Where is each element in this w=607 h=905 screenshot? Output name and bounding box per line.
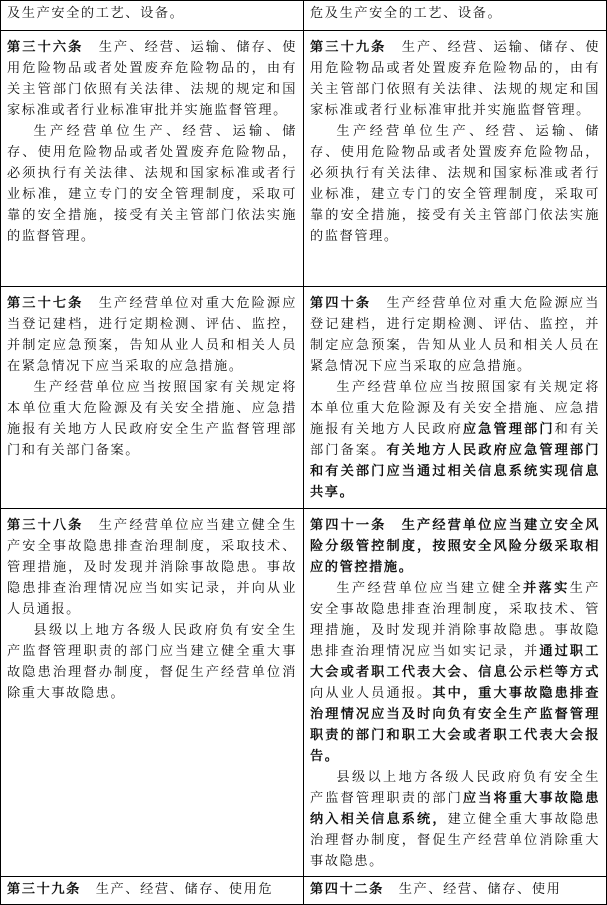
right-cell: [304, 1, 607, 31]
table-row: [1, 1, 607, 31]
left-cell: [1, 1, 304, 31]
paragraph: [310, 377, 600, 503]
paragraph: 县级以上地方各级人民政府负有安全生产监督管理职责的部门应当建立健全重大事故隐患治理督办制度，督促生产经营单位消除重大事故隐患。: [7, 623, 297, 701]
paragraph: [310, 37, 600, 121]
paragraph-text: 和有关部门备案。: [310, 422, 600, 458]
amended-text: 其中，重大事故隐患排查治理情况应当及时向负有安全生产监督管理职责的部门和职工大会或者职工代表大会报告。: [310, 686, 600, 764]
article-heading: 第三十六条: [7, 40, 84, 55]
paragraph-text: 生产、经营、运输、储存、使用危险物品或者处置废弃危险物品的，由有关主管部门依照有关法律、法规的规定和国家标准或者行业标准审批并实施监督管理。: [7, 40, 297, 118]
article-heading: 第三十九条: [7, 882, 81, 897]
table-row: [1, 31, 607, 287]
paragraph: [310, 293, 600, 377]
table-row: [1, 287, 607, 509]
paragraph: 危及生产安全的工艺、设备。: [310, 6, 503, 21]
paragraph: [7, 879, 297, 900]
left-cell: [1, 287, 304, 509]
paragraph-text: 生产安全事故隐患排查治理制度，采取技术、管理措施，及时发现并消除事故隐患。事故隐患排查治理情况应当如实记录，并: [310, 581, 600, 659]
left-cell: [1, 31, 304, 287]
amended-text: 应急管理部门: [462, 422, 555, 437]
paragraph-text: 建立健全重大事故隐患治理督办制度，督促生产经营单位消除重大事故隐患。: [310, 812, 600, 869]
amended-text: 并落实: [523, 581, 570, 596]
paragraph-text: 县级以上地方各级人民政府负有安全生产监督管理职责的部门: [310, 770, 600, 806]
left-cell: [1, 877, 304, 905]
table-row: [1, 509, 607, 877]
right-cell: [304, 509, 607, 877]
right-cell: [304, 31, 607, 287]
article-heading: 第四十一条: [310, 518, 387, 533]
paragraph-text: 生产经营单位应当建立健全: [336, 581, 523, 596]
paragraph: [7, 37, 297, 121]
paragraph-text: 生产、经营、储存、使用: [398, 882, 562, 897]
paragraph: 生产经营单位生产、经营、运输、储存、使用危险物品或者处置废弃危险物品，必须执行有关法律、法规和国家标准或者行业标准，建立专门的安全管理制度，采取可靠的安全措施，接受有关主管部门依法实施的监督管理。: [310, 124, 600, 244]
paragraph-text: 向从业人员通报。: [310, 686, 433, 701]
amended-text: 有关地方人民政府应急管理部门和有关部门应当通过相关信息系统实现信息共享。: [310, 443, 600, 500]
amended-text: 应当将重大事故隐患纳入相关信息系统，: [310, 791, 601, 827]
paragraph-text: 生产经营单位应当建立健全生产安全事故隐患排查治理制度，采取技术、管理措施，及时发现并消除事故隐患。事故隐患排查治理情况应当如实记录，并向从业人员通报。: [7, 518, 297, 617]
right-cell: [304, 287, 607, 509]
article-heading: 第三十九条: [310, 40, 387, 55]
article-heading: 第三十八条: [7, 518, 84, 533]
paragraph-text: 生产、经营、运输、储存、使用危险物品或者处置废弃危险物品的，由有关主管部门依照有关法律、法规的规定和国家标准或者行业标准审批并实施监督管理。: [310, 40, 600, 118]
paragraph: [310, 879, 600, 900]
paragraph-text: 生产经营单位应当按照国家有关规定将本单位重大危险源及有关安全措施、应急措施报有关地方人民政府: [310, 380, 600, 437]
paragraph: [310, 578, 600, 767]
right-cell: [304, 877, 607, 905]
left-cell: [1, 509, 304, 877]
paragraph: 生产经营单位生产、经营、运输、储存、使用危险物品或者处置废弃危险物品，必须执行有关法律、法规和国家标准或者行业标准，建立专门的安全管理制度，采取可靠的安全措施，接受有关主管部门依法实施的监督管理。: [7, 124, 297, 244]
table-row: [1, 877, 607, 905]
paragraph-text: 生产经营单位对重大危险源应当登记建档，进行定期检测、评估、监控，并制定应急预案，告知从业人员和相关人员在紧急情况下应当采取的应急措施。: [7, 296, 297, 374]
paragraph: 生产经营单位应当按照国家有关规定将本单位重大危险源及有关安全措施、应急措施报有关地方人民政府安全生产监督管理部门和有关部门备案。: [7, 380, 297, 458]
paragraph: [7, 515, 297, 620]
amended-text: 生产经营单位应当建立安全风险分级管控制度，按照安全风险分级采取相应的管控措施。: [310, 518, 600, 575]
article-heading: 第四十条: [310, 296, 372, 311]
amended-text: 通过职工大会或者职工代表大会、信息公示栏等方式: [310, 644, 600, 680]
paragraph-text: 生产经营单位对重大危险源应当登记建档，进行定期检测、评估、监控，并制定应急预案，告知从业人员和相关人员在紧急情况下应当采取的应急措施。: [310, 296, 600, 374]
paragraph: [310, 515, 600, 578]
paragraph-text: 生产、经营、储存、使用危: [95, 882, 274, 897]
article-heading: 第三十七条: [7, 296, 84, 311]
paragraph: 及生产安全的工艺、设备。: [7, 6, 185, 21]
paragraph: [7, 293, 297, 377]
paragraph: [310, 767, 600, 872]
article-heading: 第四十二条: [310, 882, 384, 897]
